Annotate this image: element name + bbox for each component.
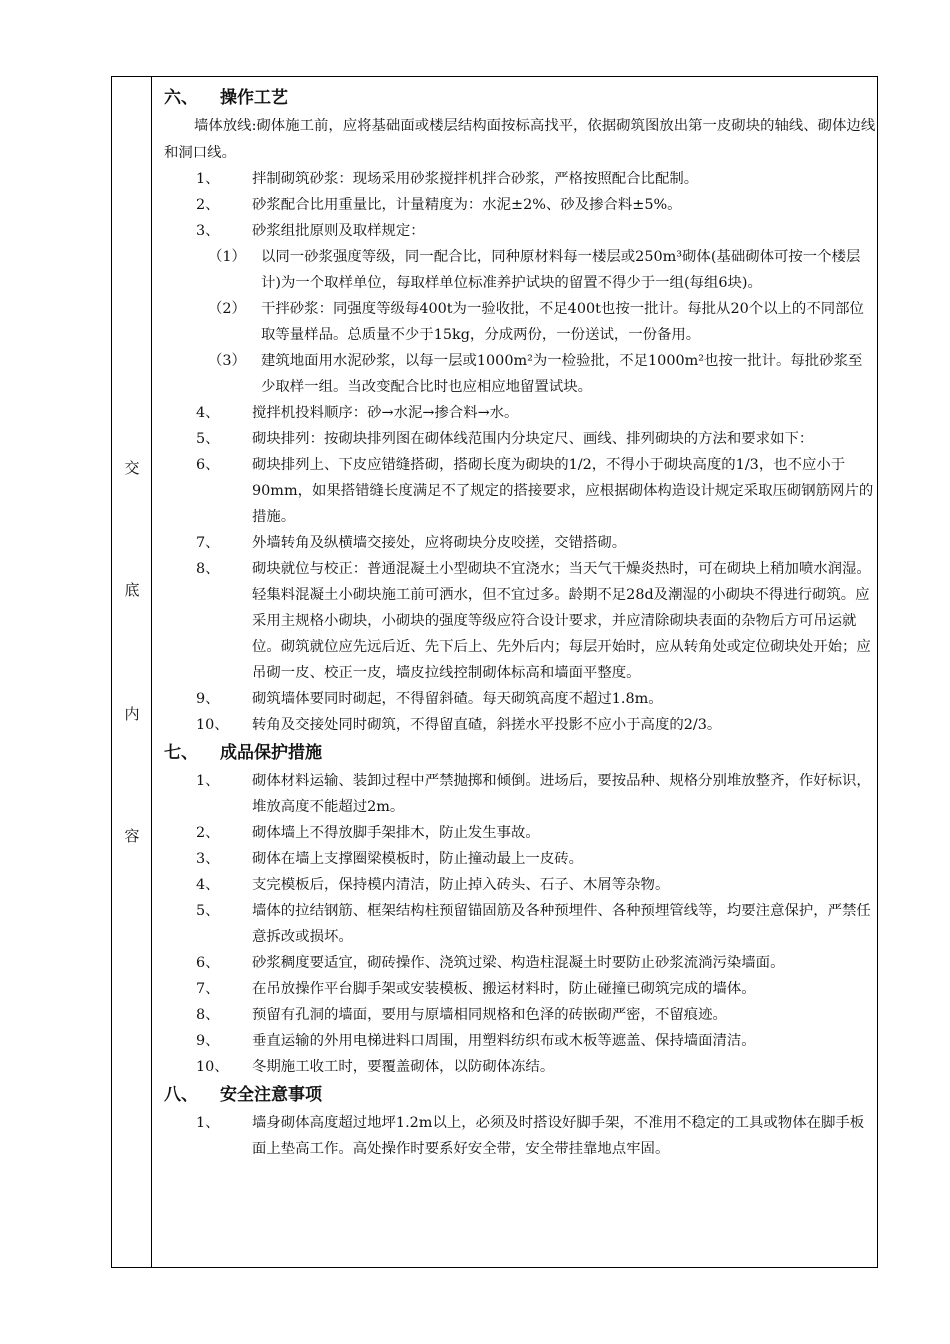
list-item xyxy=(164,530,876,556)
section-number: 六、 xyxy=(164,88,198,108)
item-text: 砌体材料运输、装卸过程中严禁抛掷和倾倒。进场后，要按品种、规格分别堆放整齐，作好标识，堆放高度不能超过2m。 xyxy=(252,773,871,815)
content-area xyxy=(164,83,876,1162)
item-text: 支完模板后，保持模内清洁，防止掉入砖头、石子、木屑等杂物。 xyxy=(252,877,670,893)
item-number: 5、 xyxy=(196,431,220,447)
item-text: 建筑地面用水泥砂浆，以每一层或1000m²为一检验批，不足1000m²也按一批计。每批砂浆至少取样一组。当改变配合比时也应相应地留置试块。 xyxy=(261,353,863,395)
list-item xyxy=(164,768,876,820)
list-item xyxy=(164,1028,876,1054)
list-item xyxy=(164,218,876,244)
item-number: 9、 xyxy=(196,1033,220,1049)
list-item xyxy=(164,898,876,950)
list-item xyxy=(164,976,876,1002)
section-heading xyxy=(164,83,876,113)
item-number: 4、 xyxy=(196,405,220,421)
item-text: 砂浆组批原则及取样规定： xyxy=(252,223,425,239)
section-title: 操作工艺 xyxy=(220,88,288,108)
item-number: 4、 xyxy=(196,877,220,893)
item-number: 8、 xyxy=(196,561,220,577)
item-text: 砌体墙上不得放脚手架排木，防止发生事故。 xyxy=(252,825,540,841)
item-number: 3、 xyxy=(196,851,220,867)
item-number: 8、 xyxy=(196,1007,220,1023)
item-number: （3） xyxy=(208,353,246,369)
section-number: 七、 xyxy=(164,743,198,763)
list-item xyxy=(164,1054,876,1080)
list-item xyxy=(164,846,876,872)
item-text: 砌体在墙上支撑圈梁模板时，防止撞动最上一皮砖。 xyxy=(252,851,583,867)
item-number: 7、 xyxy=(196,981,220,997)
list-item xyxy=(164,686,876,712)
item-text: 砌块就位与校正：普通混凝土小型砌块不宜浇水；当天气干燥炎热时，可在砌块上稍加喷水润湿。轻集料混凝土小砌块施工前可洒水，但不宜过多。龄期不足28d及潮湿的小砌块不得进行砌筑。应采用主规格小砌块，小砌块的强度等级应符合设计要求，并应清除砌块表面的杂物后方可吊运就位。砌筑就位应先远后近、先下后上、先外后内；每层开始时，应从转角处或定位砌块处开始；应吊砌一皮、校正一皮，墙皮拉线控制砌体标高和墙面平整度。 xyxy=(252,561,871,681)
section-heading xyxy=(164,738,876,768)
item-number: 10、 xyxy=(196,1059,229,1075)
item-number: 2、 xyxy=(196,825,220,841)
list-item xyxy=(164,192,876,218)
item-text: 拌制砌筑砂浆：现场采用砂浆搅拌机拌合砂浆，严格按照配合比配制。 xyxy=(252,171,699,187)
item-text: 冬期施工收工时，要覆盖砌体，以防砌体冻结。 xyxy=(252,1059,555,1075)
side-label-char: 容 xyxy=(124,827,140,845)
section-number: 八、 xyxy=(164,1085,198,1105)
item-number: （2） xyxy=(208,301,246,317)
document-table xyxy=(111,76,878,1268)
item-number: 1、 xyxy=(196,171,220,187)
list-item xyxy=(164,820,876,846)
list-item xyxy=(164,1002,876,1028)
sub-list-item xyxy=(164,296,876,348)
item-text: 预留有孔洞的墙面，要用与原墙相同规格和色泽的砖嵌砌严密，不留痕迹。 xyxy=(252,1007,727,1023)
side-label-column xyxy=(112,77,152,1267)
list-item xyxy=(164,166,876,192)
item-number: （1） xyxy=(208,249,246,265)
list-item xyxy=(164,556,876,686)
list-item xyxy=(164,426,876,452)
item-text: 外墙转角及纵横墙交接处，应将砌块分皮咬搓，交错搭砌。 xyxy=(252,535,627,551)
item-text: 砌块排列：按砌块排列图在砌体线范围内分块定尺、画线、排列砌块的方法和要求如下： xyxy=(252,431,814,447)
item-number: 3、 xyxy=(196,223,220,239)
sub-list-item xyxy=(164,348,876,400)
item-text: 墙体的拉结钢筋、框架结构柱预留锚固筋及各种预埋件、各种预埋管线等，均要注意保护，严禁任意拆改或损坏。 xyxy=(252,903,871,945)
item-text: 以同一砂浆强度等级，同一配合比，同种原材料每一楼层或250m³砌体(基础砌体可按一个楼层计)为一个取样单位，每取样单位标准养护试块的留置不得少于一组(每组6块)。 xyxy=(261,249,861,291)
item-text: 砂浆配合比用重量比，计量精度为：水泥±2%、砂及掺合料±5%。 xyxy=(252,197,682,213)
item-text: 砌块排列上、下皮应错缝搭砌，搭砌长度为砌块的1/2，不得小于砌块高度的1/3，也不应小于90mm，如果搭错缝长度满足不了规定的搭接要求，应根据砌体构造设计规定采取压砌钢筋网片的措施。 xyxy=(252,457,874,525)
item-number: 10、 xyxy=(196,717,229,733)
item-text: 墙身砌体高度超过地坪1.2m以上，必须及时搭设好脚手架，不准用不稳定的工具或物体在脚手板面上垫高工作。高处操作时要系好安全带，安全带挂靠地点牢固。 xyxy=(252,1115,865,1157)
item-text: 搅拌机投料顺序：砂→水泥→掺合料→水。 xyxy=(252,405,519,421)
item-text: 砂浆稠度要适宜，砌砖操作、浇筑过梁、构造柱混凝土时要防止砂浆流淌污染墙面。 xyxy=(252,955,785,971)
list-item xyxy=(164,712,876,738)
paragraph: 墙体放线:砌体施工前，应将基础面或楼层结构面按标高找平，依据砌筑图放出第一皮砌块的轴线、砌体边线和洞口线。 xyxy=(164,118,876,161)
item-number: 2、 xyxy=(196,197,220,213)
list-item xyxy=(164,452,876,530)
item-number: 6、 xyxy=(196,457,220,473)
item-number: 9、 xyxy=(196,691,220,707)
list-item xyxy=(164,872,876,898)
list-item xyxy=(164,400,876,426)
item-text: 砌筑墙体要同时砌起，不得留斜碴。每天砌筑高度不超过1.8m。 xyxy=(252,691,663,707)
section-title: 成品保护措施 xyxy=(220,743,322,763)
side-label-char: 底 xyxy=(124,581,140,599)
sub-list-item xyxy=(164,244,876,296)
section-title: 安全注意事项 xyxy=(220,1085,322,1105)
item-number: 7、 xyxy=(196,535,220,551)
side-label-char: 内 xyxy=(124,705,140,723)
item-text: 转角及交接处同时砌筑，不得留直碴，斜搓水平投影不应小于高度的2/3。 xyxy=(252,717,722,733)
section-heading xyxy=(164,1080,876,1110)
item-text: 在吊放操作平台脚手架或安装模板、搬运材料时，防止碰撞已砌筑完成的墙体。 xyxy=(252,981,756,997)
item-number: 1、 xyxy=(196,1115,220,1131)
side-label-char: 交 xyxy=(124,459,140,477)
item-number: 1、 xyxy=(196,773,220,789)
list-item xyxy=(164,1110,876,1162)
item-number: 6、 xyxy=(196,955,220,971)
list-item xyxy=(164,950,876,976)
item-text: 干拌砂浆：同强度等级每400t为一验收批，不足400t也按一批计。每批从20个以上的不同部位取等量样品。总质量不少于15kg，分成两份，一份送试，一份备用。 xyxy=(261,301,864,343)
item-number: 5、 xyxy=(196,903,220,919)
item-text: 垂直运输的外用电梯进料口周围，用塑料纺织布或木板等遮盖、保持墙面清洁。 xyxy=(252,1033,756,1049)
